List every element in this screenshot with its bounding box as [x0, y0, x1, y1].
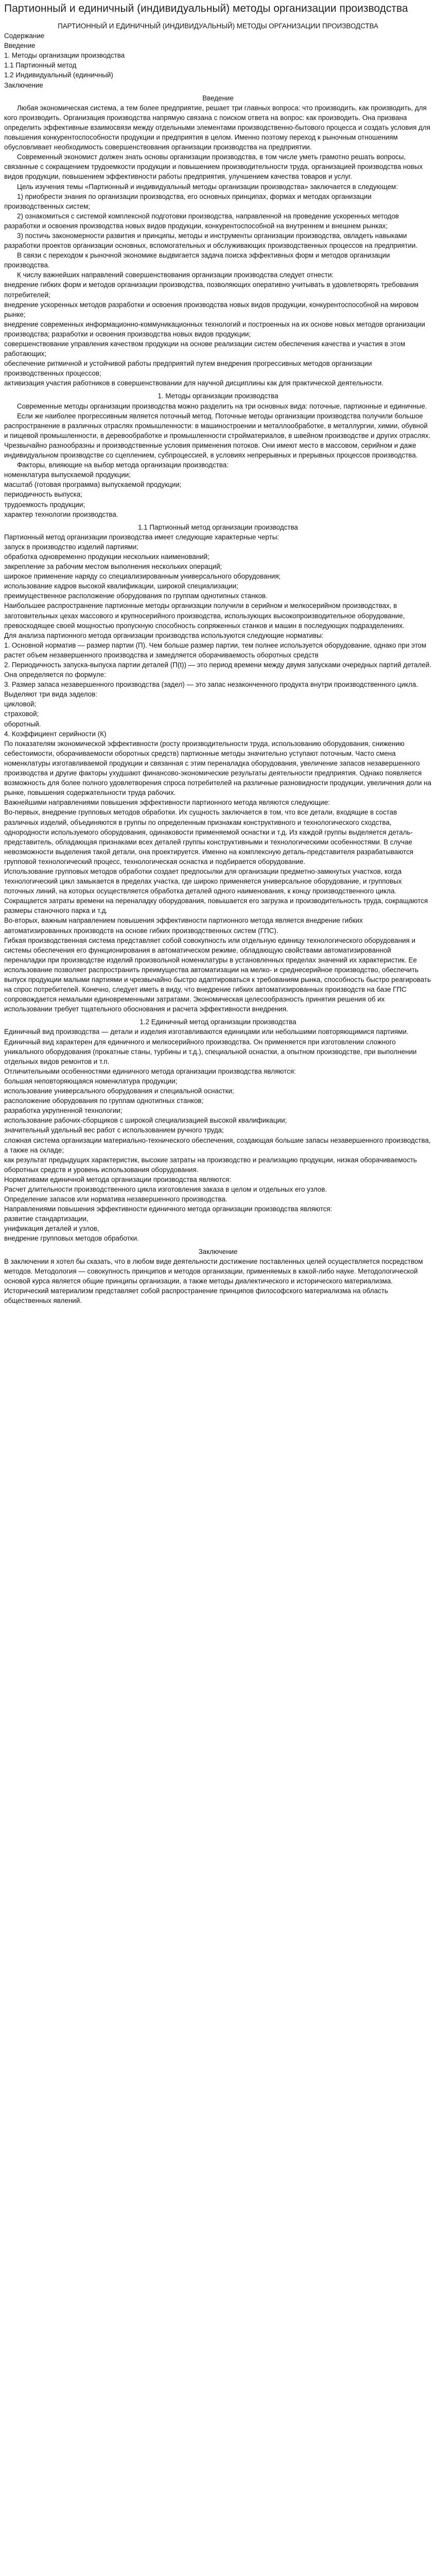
paragraph: номенклатура выпускаемой продукции;: [4, 471, 131, 479]
paragraph: Современный экономист должен знать основы организации производства, в том числе уметь грамотно решать вопросы, связанные с сокращением трудоемкости продукции и повышением производительности труда, организацией производства новых видов продукции, повышением эффективности работы предприятия, улучшением качества товаров и услуг.: [4, 153, 423, 181]
paragraph: Нормативами единичной метода организации производства являются:: [4, 1175, 231, 1183]
section-heading: 1. Методы организации производства: [158, 392, 278, 400]
paragraph: 1.1 Партионный метод: [4, 61, 77, 70]
paragraph: оборотный.: [4, 720, 41, 728]
paragraph: 4. Коэффициент серийности (К): [4, 730, 107, 738]
paragraph: Единичный вид производства — детали и изделия изготавливаются единицами или небольшими повторяющимися партиями.: [4, 1028, 409, 1036]
paragraph: цикловой;: [4, 700, 37, 708]
paragraph: внедрение гибких форм и методов организации производства, позволяющих оперативно учитывать в удовлетворять требования потребителей;: [4, 281, 418, 299]
paragraph: Отличительными особенностями единичного метода организации производства являются:: [4, 1067, 296, 1075]
paragraph: Для анализа партионного метода организации производства используются следующие нормативы:: [4, 631, 324, 639]
paragraph: обеспечение ритмичной и устойчивой работы предприятий путем внедрения прогрессивных методов организации производственных процессов;: [4, 360, 372, 378]
paragraph: внедрение ускоренных методов разработки и освоения производства новых видов продукции, конкурентоспособной на мировом рынке;: [4, 300, 419, 318]
paragraph: развитие стандартизации,: [4, 1215, 89, 1223]
paragraph: Расчет длительности производственного цикла изготовления заказа в целом и отдельных его узлов.: [4, 1185, 327, 1193]
paragraph: Определение запасов или норматива незавершенного производства.: [4, 1195, 228, 1204]
section-heading: 1.2 Единичный метод организации производства: [139, 1018, 297, 1026]
paragraph: запуск в производство изделий партиями;: [4, 543, 138, 551]
paragraph: 2. Периодичность запуска-выпуска партии деталей (П(t)) — это период времени между двумя запусками очередных партий деталей. Она определяется по формуле:: [4, 661, 431, 679]
paragraph: сложная система организации материально-технического обеспечения, создающая большие запасы незавершенного производства, а также на складе;: [4, 1136, 431, 1154]
paragraph: внедрение групповых методов обработки.: [4, 1234, 139, 1243]
paragraph: Единичный вид характерен для единичного и мелкосерийного производства. Он применяется при изготовлении сложного уникального оборудования (прокатные станы, турбины и т.д.), специальной оснастки, а опытном производстве, при выполнении отдельных видов ремонтов и т.п.: [4, 1038, 417, 1065]
document-body: [4, 21, 432, 1306]
paragraph: страховой;: [4, 710, 39, 718]
paragraph: Современные методы организации производства можно разделить на три основных вида: поточные, партионные и единичные.: [17, 402, 427, 410]
paragraph: Факторы, влияющие на выбор метода организации производства:: [17, 461, 229, 469]
paragraph: Наибольшее распространение партионные методы организации получили в серийном и мелкосерийном производствах, в заготовительных цехах массового и крупносерийного производства, использующих высокопроизводительное оборудование, превосходящее своей мощностью пропускную способность сопряженных станков и машин в последующих подразделениях.: [4, 602, 405, 630]
paragraph: В заключении я хотел бы сказать, что в любом виде деятельности достижение поставленных целей осуществляется посредством методов. Методология — совокупность принципов и методов организации, применяемых в какой-либо науке. Методологической основой курса является общие принципы организации, а также методы диалектического и исторического материализма. Исторический материализм представляет собой распространение принципов философского материализма на область общественных явлений.: [4, 1257, 423, 1304]
paragraph: активизация участия работников в совершенствовании для научной дисциплины как для практической деятельности.: [4, 379, 383, 387]
paragraph: Во-вторых, важным направлением повышения эффективности партионного метода является внедрение гибких автоматизированных производств на основе гибких производственных систем (ГПС).: [4, 917, 363, 935]
paragraph: значительный удельный вес работ с использованием ручного труда;: [4, 1126, 224, 1134]
section-heading: Введение: [202, 94, 234, 102]
paragraph: 2) ознакомиться с системой комплексной подготовки производства, направленной на проведение ускоренных методов разработки и освоения производства новых видов продукции, конкурентоспособной на внутреннем и внешнем рынках;: [4, 212, 399, 230]
paragraph: В связи с переходом к рыночной экономике выдвигается задача поиска эффективных форм и методов организации производства.: [4, 251, 390, 269]
paragraph: масштаб (готовая программа) выпускаемой продукции;: [4, 481, 182, 489]
paragraph: как результат предыдущих характеристик, высокие затраты на производство и реализацию продукции, низкая оборачиваемость оборотных средств и уровень использования оборудования.: [4, 1156, 417, 1174]
paragraph: закрепление за рабочим местом выполнения нескольких операций;: [4, 563, 222, 571]
paragraph: обработка одновременно продукции нескольких наименований;: [4, 552, 210, 561]
paragraph: Направлениями повышения эффективности единичного метода организации производства являются:: [4, 1205, 333, 1213]
paragraph: Гибкая производственная система представляет собой совокупность или отдельную единицу технологического оборудования и системы обеспечения его функционирования в автоматическом режиме, обладающую свойствами автоматизированной переналадки при производстве изделий произвольной номенклатуры в установленных пределах значений их характеристик. Ее использование позволяет распространить преимущества автоматизации на мелко- и среднесерийное производство, обеспечить выпуск продукции малыми партиями и чрезвычайно быстро адаптироваться к требованиям рынка, способность быстро реагировать на спрос потребителей. Конечно, следует иметь в виду, что внедрение гибких автоматизированных производств на базе ГПС сопровождается немалыми единовременными затратами. Экономическая целесообразность принятия решения об их использовании требует тщательного обоснования и расчета эффективности внедрения.: [4, 936, 431, 1013]
paragraph: 1. Методы организации производства: [4, 52, 125, 60]
paragraph: широкое применение наряду со специализированным универсального оборудования;: [4, 572, 281, 581]
paragraph: 1) приобрести знания по организации производства, его основных принципах, формах и методах организации производственных систем;: [4, 192, 372, 210]
paragraph: преимущественное расположение оборудования по группам однотипных станков.: [4, 592, 268, 600]
paragraph: разработка укрупненной технологии;: [4, 1107, 123, 1115]
paragraph: Использование групповых методов обработки создает предпосылки для организации предметно-замкнутых участков, когда технологический цикл замыкается в пределах участка, где широко применяется универсальное оборудование, и групповых поточных линий, на которых осуществляется обработка деталей одного наименования, к концу производственного цикла. Сокращается затраты времени на переналадку оборудования, повышается его загрузка и производительность труда, сокращаются размеры станочного парка и т.д.: [4, 867, 428, 915]
paragraph: Цель изучения темы «Партионный и индивидуальный методы организации производства» заключается в следующем:: [17, 182, 398, 191]
paragraph: совершенствование управления качеством продукции на основе реализации систем обеспечения качества и участия в этом работающих;: [4, 340, 406, 358]
section-heading: ПАРТИОННЫЙ И ЕДИНИЧНЫЙ (ИНДИВИДУАЛЬНЫЙ) МЕТОДЫ ОРГАНИЗАЦИИ ПРОИЗВОДСТВА: [58, 22, 378, 30]
paragraph: Любая экономическая система, а тем более предприятие, решает три главных вопроса: что производить, как производить, для кого производить. Организация производства напрямую связана с поиском ответа на вопрос: как производить. Она призвана определить эффективные взаимосвязи между отдельными элементами производственно-бытового процесса и создать условия для повышения конкурентоспособности продукции и предприятия в целом. Именно поэтому переход к рыночным отношениям обусловливает необходимость совершенствования организации производства на предприятии.: [4, 104, 430, 151]
paragraph: Партионный метод организации производства имеет следующие характерные черты:: [4, 533, 280, 541]
paragraph: Важнейшими направлениями повышения эффективности партионного метода являются следующие:: [4, 799, 330, 807]
paragraph: характер технологии производства.: [4, 510, 118, 518]
page-title: Партионный и единичный (индивидуальный) методы организации производства: [4, 3, 408, 14]
paragraph: использование универсального оборудования и специальной оснастки;: [4, 1087, 234, 1095]
paragraph: Если же наиболее прогрессивным является поточный метод. Поточные методы организации производства получили большое распространение в различных отраслях промышленности: в машиностроении и металлообработке, в металлургии, химии, обувной и пищевой промышленности, в деревообработке и промышленности стройматериалов, в швейном производстве и других отраслях. Чрезвычайно разнообразны и производственные условия применения потоков. Они имеют место в массовом, серийном и даже индивидуальном производстве со сцеплением, субпроцессией, в условиях непрерывных и прерывных процессов производства.: [4, 412, 431, 460]
paragraph: периодичность выпуска;: [4, 490, 82, 499]
paragraph: использование кадров высокой квалификации, широкой специализации;: [4, 582, 238, 590]
paragraph: Введение: [4, 42, 36, 50]
paragraph: расположение оборудования по группам однотипных станков;: [4, 1097, 204, 1105]
section-heading: 1.1 Партионный метод организации производства: [138, 523, 298, 531]
paragraph: Содержание: [4, 32, 45, 40]
paragraph: Заключение: [4, 81, 43, 89]
section-heading: Заключение: [198, 1247, 238, 1256]
paragraph: унификация деталей и узлов,: [4, 1225, 99, 1233]
paragraph: использование рабочих-сборщиков с широкой специализацией высокой квалификации;: [4, 1116, 287, 1125]
paragraph: большая неповторяющаяся номенклатура продукции;: [4, 1077, 178, 1085]
paragraph: По показателям экономической эффективности (росту производительности труда, использованию оборудования, снижению себестоимости, оборачиваемости оборотных средств) партионные методы значительно уступают поточным. Часто смена номенклатуры изготавливаемой продукции и связанная с этим переналадка оборудования, увеличение запасов незавершенного производства и другие факторы ухудшают финансово-экономические результаты деятельности предприятия. Однако появляется возможность для более полного удовлетворения спроса потребителей на различные разновидности продукции, увеличения доли на рынке, повышения содержательности труда рабочих.: [4, 739, 431, 797]
paragraph: 1. Основной норматив — размер партии (П). Чем больше размер партии, тем полнее используется оборудование, однако при этом растет объем незавершенного производства и замедляется оборачиваемость оборотных средств: [4, 641, 427, 659]
paragraph: трудоемкость продукции;: [4, 500, 85, 509]
paragraph: К числу важнейших направлений совершенствования организации производства следует отнести:: [17, 271, 334, 279]
paragraph: 1.2 Индивидуальный (единичный): [4, 71, 113, 79]
paragraph: Во-первых, внедрение групповых методов обработки. Их сущность заключается в том, что все детали, входящие в состав различных изделий, объединяются в группы по определенным признакам конструктивного и технологического сходства, однородности используемого оборудования, одинаковости применяемой оснастки и т.д. Из каждой группы выделяется деталь-представитель, обладающая признаками всех деталей группы конструктивными и технологическими особенностями. В случае невозможности выделения такой детали, она проектируется. Именно на комплексную деталь-представителя разрабатываются групповой технологический процесс, технологическая оснастка и подбирается оборудование.: [4, 808, 414, 866]
paragraph: внедрение современных информационно-коммуникационных технологий и построенных на их основе новых методов организации производства; разработки и освоения производства новых видов продукции;: [4, 320, 425, 338]
paragraph: 3) постичь закономерности развития и принципы, методы и инструменты организации производства, овладеть навыками разработки проектов организации основных, вспомогательных и обслуживающих производственных процессов на предприятии.: [4, 231, 418, 250]
paragraph: 3. Размер запаса незавершенного производства (задел) — это запас незаконченного продукта внутри производственного цикла. Выделяют три вида заделов:: [4, 681, 418, 699]
